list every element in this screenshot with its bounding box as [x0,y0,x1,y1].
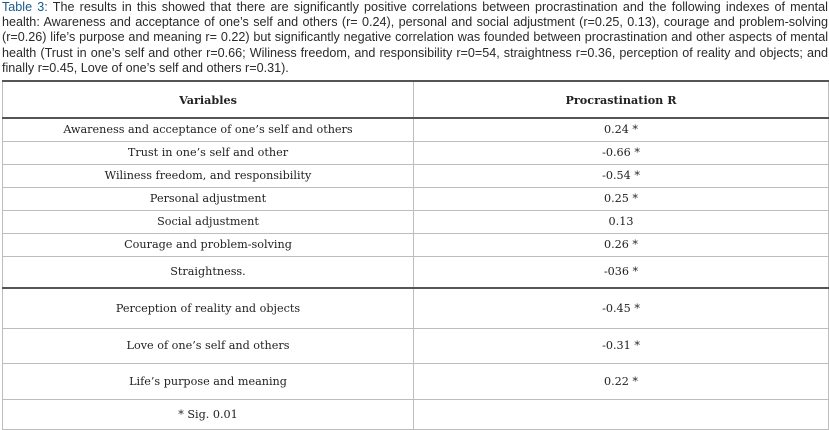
variable-cell: Love of one’s self and others [3,328,414,363]
correlation-table [2,80,829,430]
caption-text: The results in this showed that there are significantly positive correlations between procrastination and the following indexes of mental health: Awareness and acceptance of one’s self and others (r= 0.24), personal and social adjustment (r=0.25, 0.13), courage and problem-solving (r=0.26) life’s purpose and meaning r= 0.22) but significantly negative correlation was founded between procrastination and other aspects of mental health (Trust in one’s self and other r=0.66; Wiliness freedom, and responsibility r=0=54, straightness r=0.36, perception of reality and objects; and finally r=0.45, Love of one’s self and others r=0.31). [2,0,828,75]
variable-cell: Wiliness freedom, and responsibility [3,164,414,187]
table-row [3,141,829,164]
table-footnote-row [3,399,829,429]
r-value-cell: -0.54 * [414,164,829,187]
table-caption [2,0,828,76]
header-procrastination-r: Procrastination R [414,81,829,118]
r-value-cell: -0.45 * [414,288,829,328]
table-row [3,187,829,210]
r-value-cell: 0.25 * [414,187,829,210]
table-row [3,328,829,363]
header-variables: Variables [3,81,414,118]
variable-cell: Trust in one’s self and other [3,141,414,164]
variable-cell: Awareness and acceptance of one’s self and others [3,118,414,141]
r-value-cell: 0.26 * [414,233,829,256]
table-row [3,256,829,288]
table-row [3,233,829,256]
variable-cell: Social adjustment [3,210,414,233]
variable-cell: Personal adjustment [3,187,414,210]
table-row [3,118,829,141]
variable-cell: Courage and problem-solving [3,233,414,256]
r-value-cell: 0.22 * [414,363,829,399]
r-value-cell: 0.24 * [414,118,829,141]
empty-cell [414,399,829,429]
variable-cell: Life’s purpose and meaning [3,363,414,399]
r-value-cell: -036 * [414,256,829,288]
caption-label: Table 3: [2,0,48,14]
footnote-cell: * Sig. 0.01 [3,399,414,429]
table-row [3,164,829,187]
table-header-row [3,81,829,118]
table-row [3,288,829,328]
variable-cell: Perception of reality and objects [3,288,414,328]
r-value-cell: -0.31 * [414,328,829,363]
table-row [3,210,829,233]
variable-cell: Straightness. [3,256,414,288]
r-value-cell: 0.13 [414,210,829,233]
r-value-cell: -0.66 * [414,141,829,164]
table-row [3,363,829,399]
